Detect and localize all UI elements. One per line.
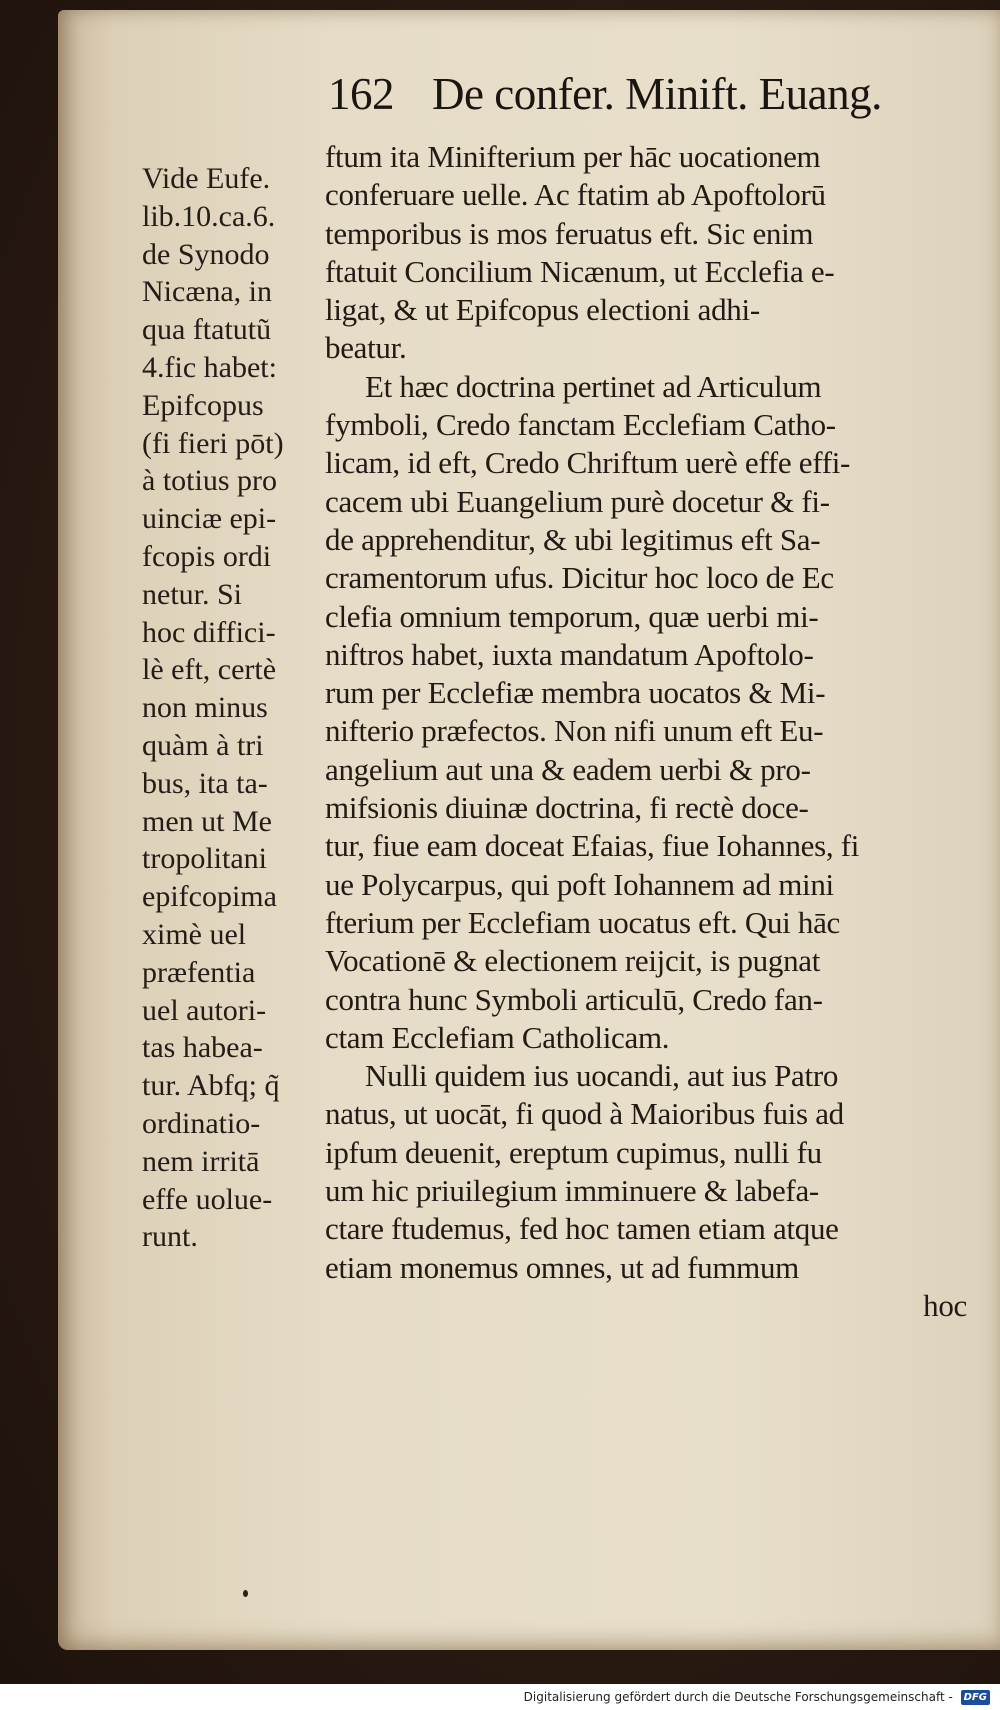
margin-note-line: ximè uel [142,917,247,951]
text-line: tur, fiue eam doceat Efaias, fiue Iohannes, fi [325,828,860,864]
text-line: temporibus is mos feruatus eft. Sic enim [325,215,814,251]
margin-note-line: lib.10.ca.6. [142,199,276,233]
text-line: cacem ubi Euangelium purè docetur & fi- [325,483,830,519]
margin-note-line: Vide Eufe. [142,162,271,195]
text-line: ipfum deuenit, ereptum cupimus, nulli fu [325,1134,822,1170]
dfg-logo: DFG [961,1690,990,1705]
text-line: rum per Ecclefiæ membra uocatos & Mi- [325,675,826,711]
text-line: de apprehenditur, & ubi legitimus eft Sa- [325,521,821,557]
text-line: etiam monemus omnes, ut ad fummum [325,1249,799,1285]
text-line: cramentorum ufus. Dicitur hoc loco de Ec [325,560,834,596]
text-line: ctare ftudemus, fed hoc tamen etiam atque [325,1211,839,1247]
text-line: nifterio præfectos. Non nifi unum eft Eu- [325,713,824,749]
text-line: conferuare uelle. Ac ftatim ab Apoftolorū [325,177,826,213]
margin-note-line: qua ftatutũ [142,313,272,347]
text-line: licam, id eft, Credo Chriftum uerè effe effi- [325,445,851,481]
margin-note-line: quàm à tri [142,728,264,762]
margin-note-line: epifcopima [142,880,277,914]
text-line: Vocationē & electionem reijcit, is pugnat [325,943,821,979]
page-header [328,68,938,128]
margin-note-line: effe uolue- [142,1182,273,1216]
margin-note-line: uel autori- [142,993,267,1027]
digitization-footer [0,1684,1000,1710]
margin-note-line: tur. Abfq; q̃ [142,1069,280,1103]
margin-note-line: fcopis ordi [142,539,272,573]
text-line: clefia omnium temporum, quæ uerbi mi- [325,598,819,634]
margin-note-line: nem irritā [142,1144,260,1178]
margin-note-line: de Synodo [142,237,270,271]
text-line: ctam Ecclefiam Catholicam. [325,1019,670,1055]
margin-note-line: tropolitani [142,842,267,876]
text-line: mifsionis diuinæ doctrina, fi rectè doce- [325,790,809,826]
margin-note-line: runt. [142,1220,198,1254]
text-line: contra hunc Symboli articulū, Credo fan- [325,981,823,1017]
margin-note-line: men ut Me [142,804,272,838]
catchword: hoc [923,1287,967,1323]
margin-note-line: ordinatio- [142,1106,261,1140]
margin-note-line: lè eft, certè [142,653,277,687]
text-line: um hic priuilegium imminuere & labefa- [325,1173,819,1209]
margin-note-line: netur. Si [142,577,243,611]
margin-note-line: præfentia [142,955,256,989]
paragraph-start-line: Nulli quidem ius uocandi, aut ius Patro [365,1058,839,1094]
margin-note-line: uinciæ epi- [142,502,277,536]
margin-note-line: tas habea- [142,1031,263,1065]
text-line: ue Polycarpus, qui poft Iohannem ad mini [325,866,834,902]
text-line: niftros habet, iuxta mandatum Apoftolo- [325,636,814,672]
text-line: natus, ut uocāt, fi quod à Maioribus fuis ad [325,1096,844,1132]
margin-note-line: (fi fieri pōt) [142,426,284,460]
text-line: fterium per Ecclefiam uocatus eft. Qui hāc [325,904,841,940]
margin-note [142,160,322,1256]
text-line: ligat, & ut Epifcopus electioni adhi- [325,292,760,328]
text-line: ftum ita Minifterium per hāc uocationem [325,139,821,174]
margin-note-line: hoc diffici- [142,615,276,649]
ink-speck [243,1590,248,1597]
paragraph-start-line: Et hæc doctrina pertinet ad Articulum [365,368,822,404]
text-line: fymboli, Credo fanctam Ecclefiam Catho- [325,407,836,443]
text-line: beatur. [325,330,407,366]
page-number: 162 [328,69,394,119]
margin-note-line: non minus [142,691,268,725]
margin-note-line: à totius pro [142,464,277,498]
text-line: ftatuit Concilium Nicænum, ut Ecclefia e- [325,253,835,289]
text-line: angelium aut una & eadem uerbi & pro- [325,751,811,787]
funding-credit: Digitalisierung gefördert durch die Deutsche Forschungsgemeinschaft - [523,1690,953,1704]
margin-note-line: bus, ita ta- [142,766,268,800]
margin-note-line: 4.fic habet: [142,350,277,384]
margin-note-line: Epifcopus [142,388,264,422]
body-text [325,138,973,1325]
running-title: De confer. Minift. Euang. [432,69,882,119]
margin-note-line: Nicæna, in [142,275,272,309]
